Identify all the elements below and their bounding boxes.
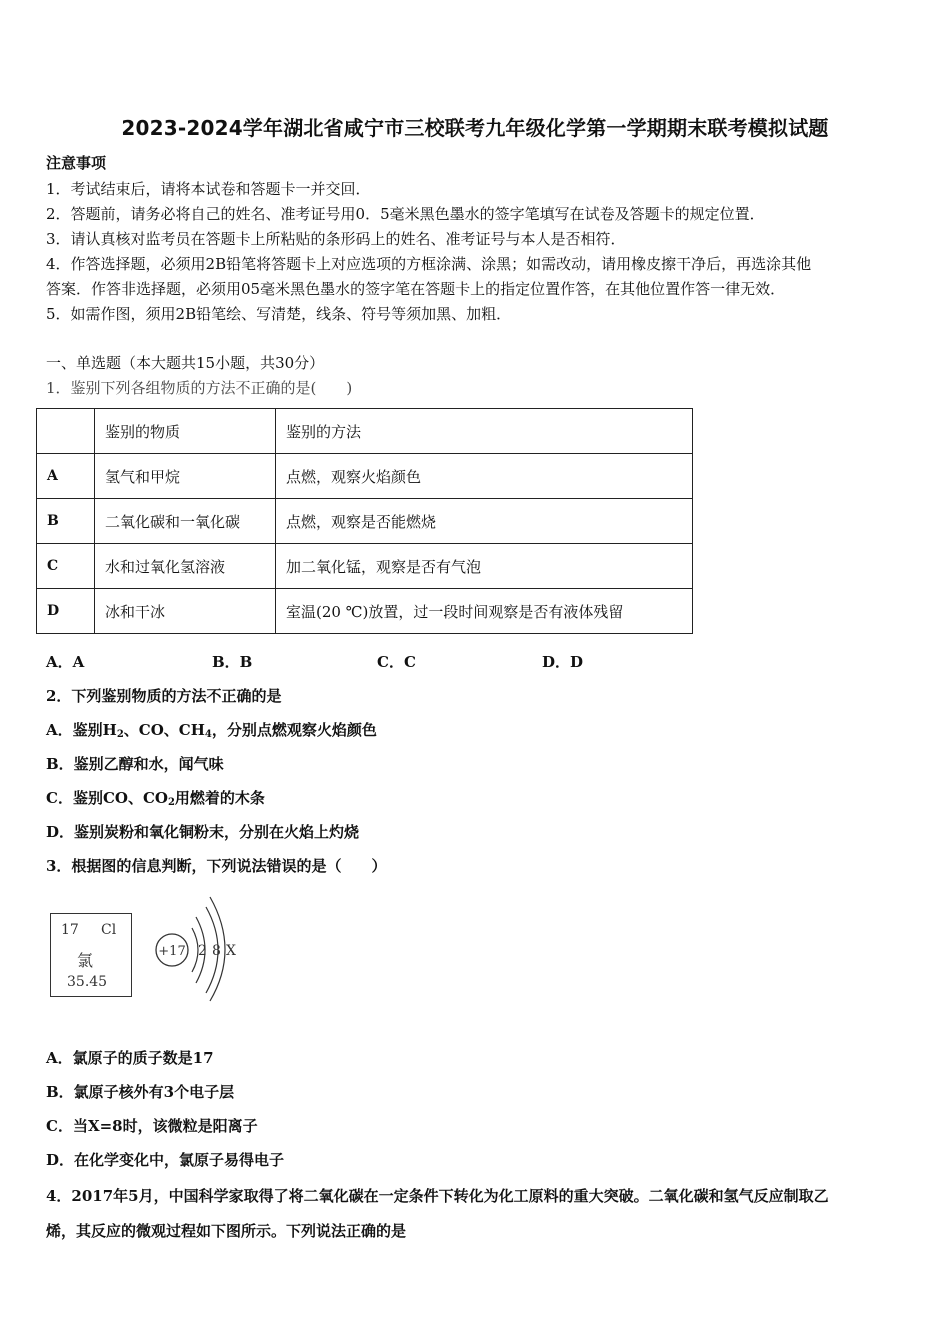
table-cell: A (37, 454, 95, 499)
notice-item: 3．请认真核对监考员在答题卡上所粘贴的条形码上的姓名、准考证号与本人是否相符． (46, 230, 626, 248)
shell-1-electrons: 2 (198, 943, 207, 959)
table-header-row (37, 409, 693, 454)
question-2-option-c: C．鉴别CO、$CO_2$用燃着的木条 (46, 789, 265, 808)
question-1-option-d: D．D (542, 653, 584, 671)
question-3-stem: 3．根据图的信息判断，下列说法错误的是（ ） (46, 857, 387, 875)
question-3-option-b: B．氯原子核外有3个电子层 (46, 1083, 235, 1101)
table-cell: B (37, 499, 95, 544)
question-1-table (36, 408, 693, 634)
table-cell (37, 409, 95, 454)
question-2-stem: 2．下列鉴别物质的方法不正确的是 (46, 687, 282, 705)
table-cell: 鉴别的方法 (276, 409, 693, 454)
table-cell: 点燃，观察是否能燃烧 (276, 499, 693, 544)
table-cell: 二氧化碳和一氧化碳 (95, 499, 276, 544)
question-2-option-a: A．鉴别$H_2$、CO、$CH_4$，分别点燃观察火焰颜色 (46, 721, 377, 740)
table-cell: D (37, 589, 95, 634)
table-cell: C (37, 544, 95, 589)
shell-3-electrons: X (226, 943, 236, 959)
notice-item: 答案．作答非选择题，必须用05毫米黑色墨水的签字笔在答题卡上的指定位置作答，在其他位置作答一律无效． (46, 280, 786, 298)
question-2-option-b: B．鉴别乙醇和水，闻气味 (46, 755, 224, 773)
table-row (37, 589, 693, 634)
question-3-option-d: D．在化学变化中，氯原子易得电子 (46, 1151, 285, 1169)
table-cell: 氢气和甲烷 (95, 454, 276, 499)
question-4-stem-line: 烯，其反应的微观过程如下图所示。下列说法正确的是 (46, 1222, 407, 1240)
question-3-option-c: C．当X=8时，该微粒是阳离子 (46, 1117, 258, 1135)
element-symbol: Cl (101, 922, 117, 938)
question-1-option-b: B．B (212, 653, 253, 671)
question-2-option-d: D．鉴别炭粉和氧化铜粉末，分别在火焰上灼烧 (46, 823, 360, 841)
atom-structure-diagram (150, 893, 250, 1003)
table-cell: 水和过氧化氢溶液 (95, 544, 276, 589)
question-3-option-a: A．氯原子的质子数是17 (46, 1049, 214, 1067)
table-cell: 点燃，观察火焰颜色 (276, 454, 693, 499)
notice-heading: 注意事项 (46, 154, 107, 172)
nucleus-charge: +17 (158, 944, 186, 959)
notice-item: 5．如需作图，须用2B铅笔绘、写清楚，线条、符号等须加黑、加粗． (46, 305, 512, 323)
table-cell: 鉴别的物质 (95, 409, 276, 454)
notice-item: 4．作答选择题，必须用2B铅笔将答题卡上对应选项的方框涂满、涂黑；如需改动，请用橡皮擦干净后，再选涂其他 (46, 255, 812, 273)
table-cell: 加二氧化锰，观察是否有气泡 (276, 544, 693, 589)
question-1-stem: 1．鉴别下列各组物质的方法不正确的是( ) (46, 379, 353, 397)
table-cell: 冰和干冰 (95, 589, 276, 634)
section-heading: 一、单选题（本大题共15小题，共30分） (46, 354, 325, 372)
atomic-number: 17 (61, 922, 79, 938)
atomic-mass: 35.45 (67, 974, 108, 990)
table-cell: 室温(20 ℃)放置，过一段时间观察是否有液体残留 (276, 589, 693, 634)
notice-item: 1．考试结束后，请将本试卷和答题卡一并交回． (46, 180, 371, 198)
question-1-option-c: C．C (377, 653, 416, 671)
table-row (37, 499, 693, 544)
table-row (37, 544, 693, 589)
question-1-option-a: A．A (46, 653, 85, 671)
question-4-stem-line: 4．2017年5月，中国科学家取得了将二氧化碳在一定条件下转化为化工原料的重大突破。二氧化碳和氢气反应制取乙 (46, 1187, 829, 1205)
notice-item: 2．答题前，请务必将自己的姓名、准考证号用0．5毫米黑色墨水的签字笔填写在试卷及答题卡的规定位置． (46, 205, 765, 223)
element-name: 氯 (77, 951, 94, 970)
page-title: 2023-2024学年湖北省咸宁市三校联考九年级化学第一学期期末联考模拟试题 (121, 116, 829, 140)
element-card (50, 913, 132, 997)
table-row (37, 454, 693, 499)
shell-2-electrons: 8 (212, 943, 221, 959)
